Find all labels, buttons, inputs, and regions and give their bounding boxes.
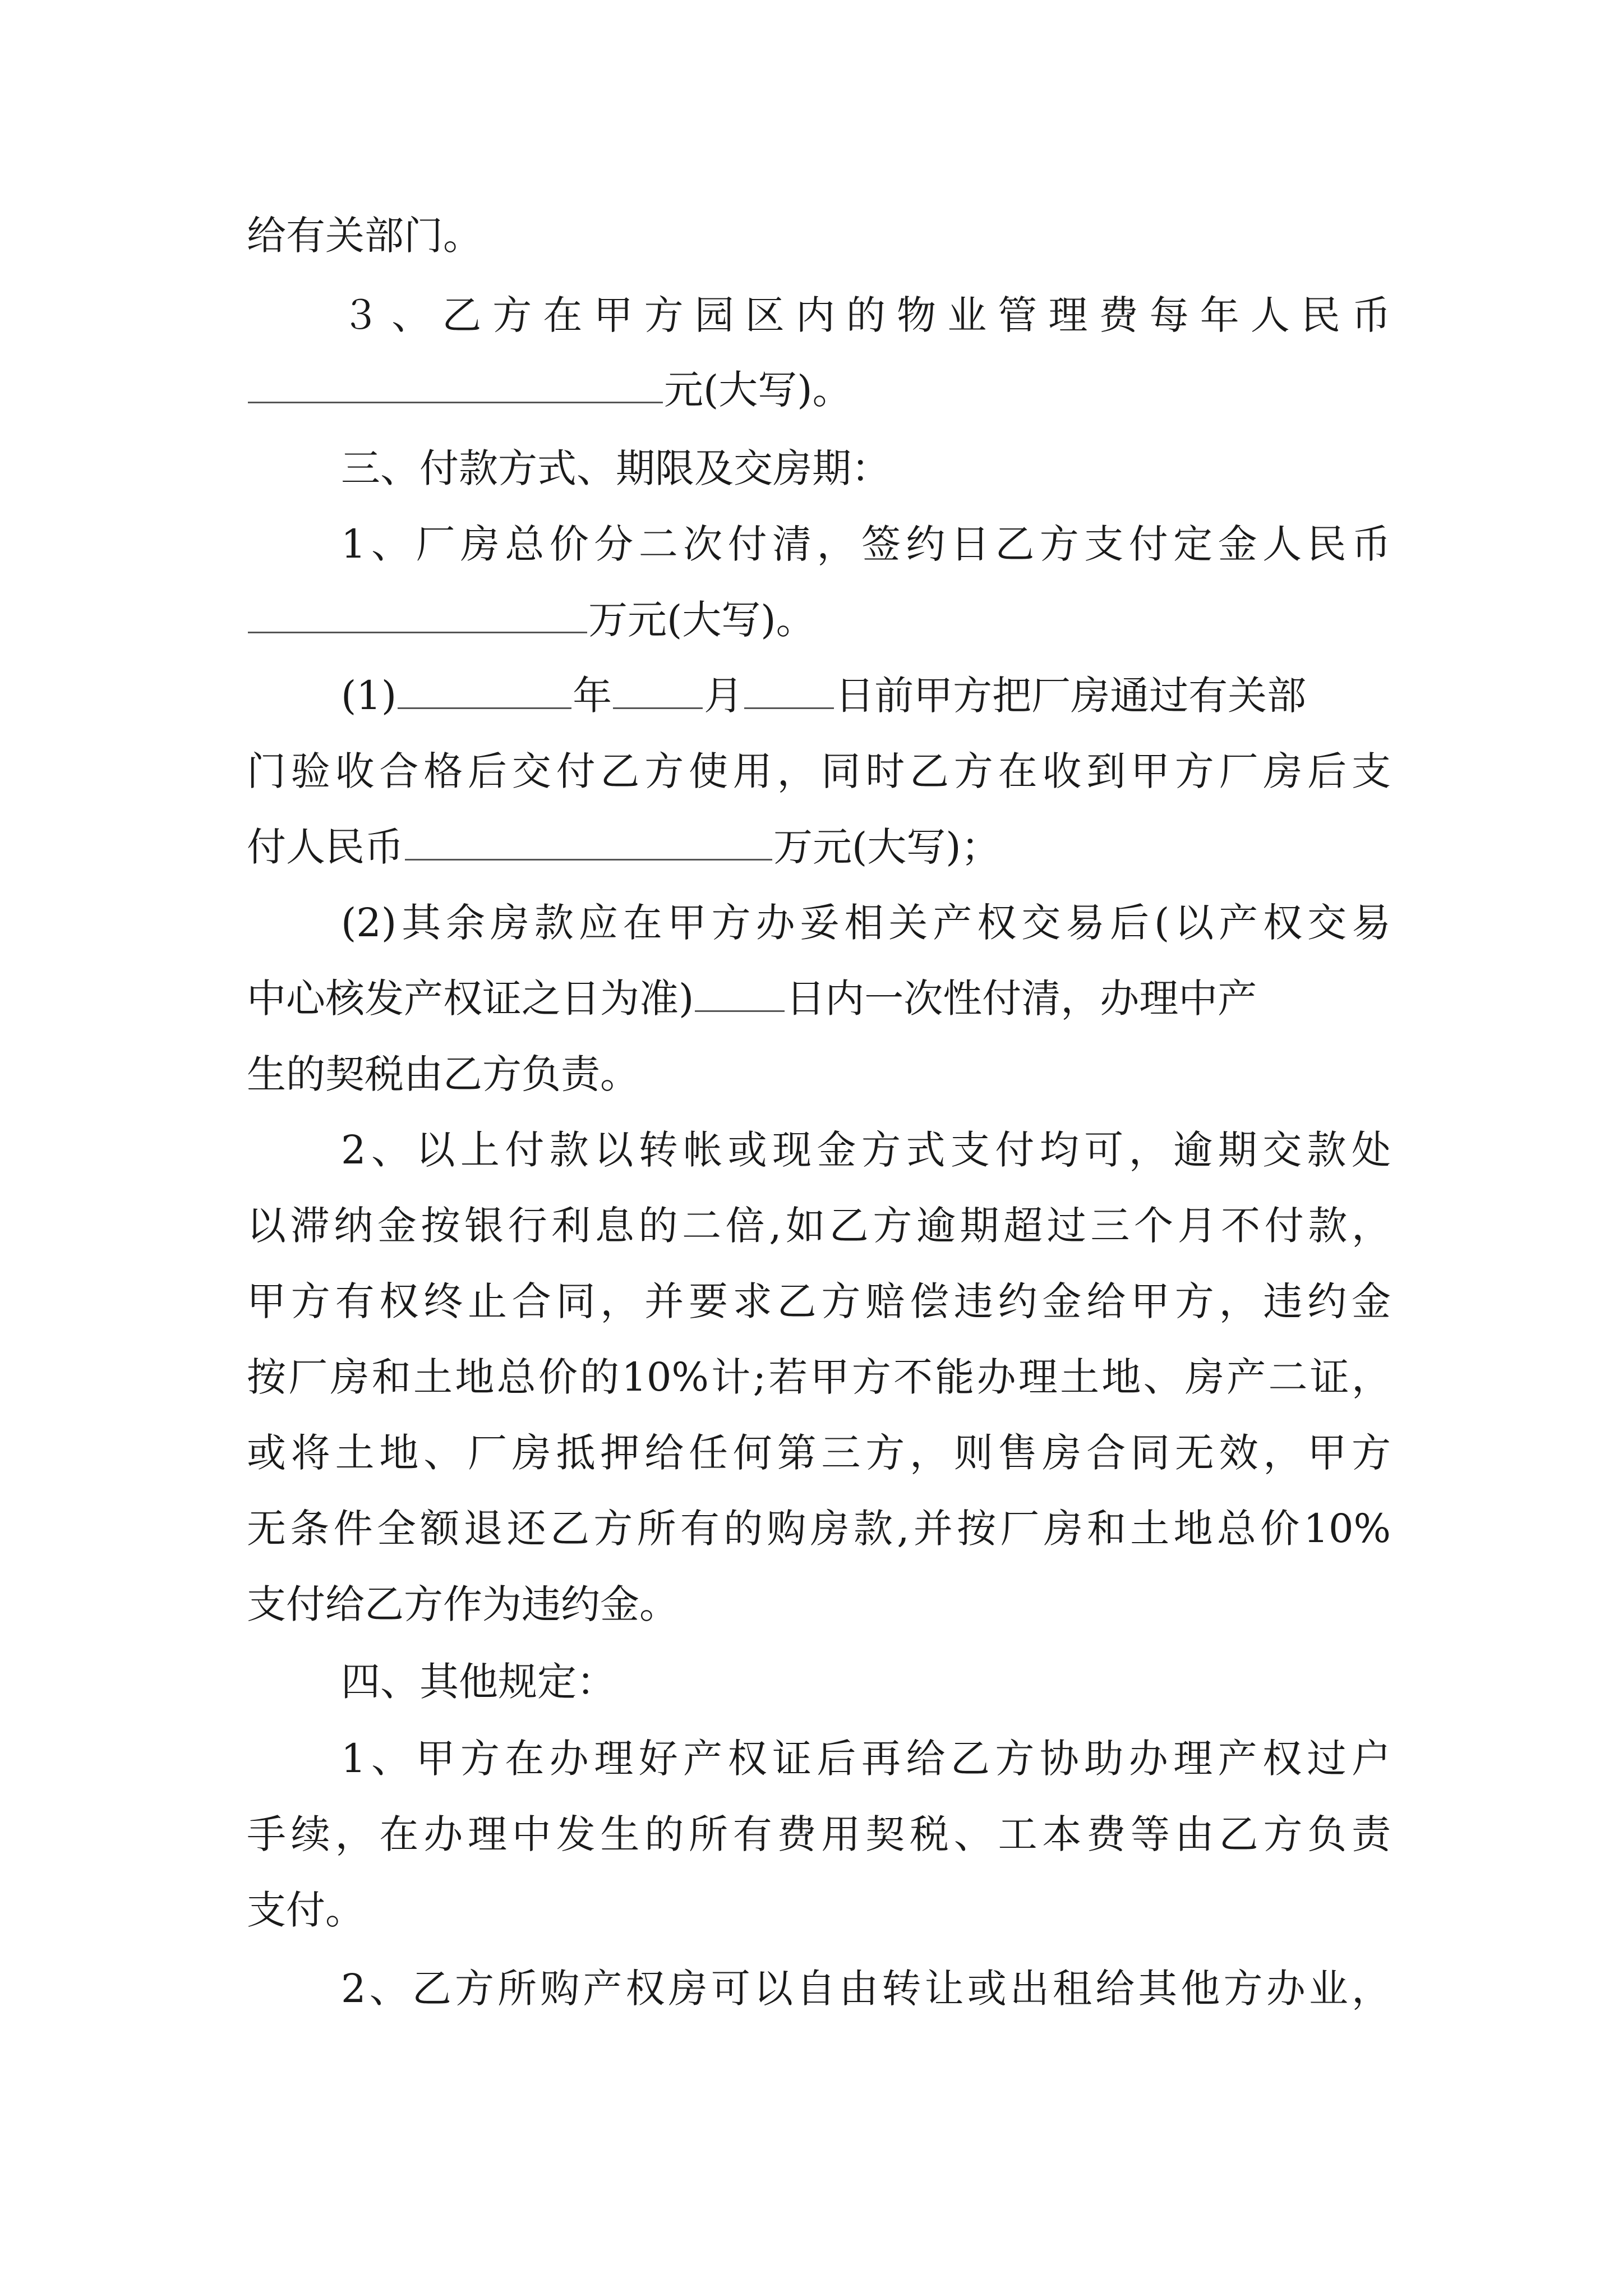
text-span: 1、甲方在办理好产权证后再给乙方协助办理产权过户 <box>341 1736 1391 1782</box>
section-heading <box>341 440 1391 496</box>
text-span: (1) <box>341 673 397 719</box>
text-span: 甲方有权终止合同，并要求乙方赔偿违约金给甲方，违约金 <box>247 1278 1391 1324</box>
fill-in-blank <box>744 673 834 709</box>
fill-in-blank <box>248 597 587 633</box>
text-line <box>247 1425 1391 1481</box>
text-line <box>247 1501 1391 1557</box>
text-span: 2、以上付款以转帐或现金方式支付均可，逾期交款处 <box>341 1127 1391 1173</box>
text-span: ３、乙方在甲方园区内的物业管理费每年人民币 <box>341 292 1391 338</box>
text-span: 万元(大写)。 <box>588 597 815 643</box>
text-line <box>247 1273 1391 1329</box>
text-line <box>247 1046 1391 1102</box>
text-span: 手续，在办理中发生的所有费用契税、工本费等由乙方负责 <box>247 1811 1391 1857</box>
text-span: 付人民币 <box>247 824 404 870</box>
text-span: 万元(大写)； <box>773 824 1000 870</box>
text-span: 元(大写)。 <box>664 367 852 413</box>
text-span: (2)其余房款应在甲方办妥相关产权交易后(以产权交易 <box>341 900 1391 946</box>
text-line <box>247 819 1391 875</box>
text-span: 或将土地、厂房抵押给任何第三方，则售房合同无效，甲方 <box>247 1430 1391 1476</box>
fill-in-blank <box>248 367 663 403</box>
text-span: 按厂房和土地总价的10%计;若甲方不能办理土地、房产二证， <box>247 1354 1391 1400</box>
text-line <box>341 1122 1391 1178</box>
text-span: 三、付款方式、期限及交房期： <box>341 445 891 491</box>
text-span: 无条件全额退还乙方所有的购房款,并按厂房和土地总价10% <box>247 1506 1391 1552</box>
fill-in-blank <box>405 824 772 861</box>
text-line <box>247 1349 1391 1405</box>
text-line <box>247 970 1391 1027</box>
text-span: 日前甲方把厂房通过有关部 <box>835 673 1307 719</box>
text-line <box>247 362 1391 418</box>
text-line <box>341 287 1391 343</box>
text-span: 四、其他规定： <box>341 1659 616 1705</box>
text-span: 1、厂房总价分二次付清，签约日乙方支付定金人民币 <box>341 521 1391 567</box>
text-span: 生的契税由乙方负责。 <box>247 1051 639 1097</box>
text-line <box>341 895 1391 951</box>
text-span: 给有关部门。 <box>247 213 482 259</box>
text-line <box>247 1576 1391 1632</box>
text-line <box>341 516 1391 572</box>
text-span: 门验收合格后交付乙方使用，同时乙方在收到甲方厂房后支 <box>247 748 1391 794</box>
text-line <box>247 1882 1391 1938</box>
text-span: 支付。 <box>247 1887 365 1933</box>
text-span: 中心核发产权证之日为准) <box>247 976 694 1022</box>
text-line <box>247 208 1391 264</box>
text-span: 日内一次性付清，办理中产 <box>786 976 1257 1022</box>
text-line <box>247 743 1391 799</box>
text-line <box>247 592 1391 648</box>
fill-in-blank <box>613 673 703 709</box>
text-line <box>247 1806 1391 1862</box>
text-span: 月 <box>704 673 744 719</box>
section-heading <box>341 1654 1391 1710</box>
text-line <box>247 1198 1391 1254</box>
text-line <box>341 1731 1391 1787</box>
text-span: 支付给乙方作为违约金。 <box>247 1581 679 1627</box>
text-line <box>341 668 1391 724</box>
fill-in-blank <box>695 976 785 1012</box>
text-span: 以滞纳金按银行利息的二倍,如乙方逾期超过三个月不付款， <box>247 1203 1391 1249</box>
text-span: 年 <box>573 673 612 719</box>
text-line <box>341 1961 1391 2017</box>
fill-in-blank <box>398 673 571 709</box>
text-span: 2、乙方所购产权房可以自由转让或出租给其他方办业， <box>341 1966 1391 2012</box>
